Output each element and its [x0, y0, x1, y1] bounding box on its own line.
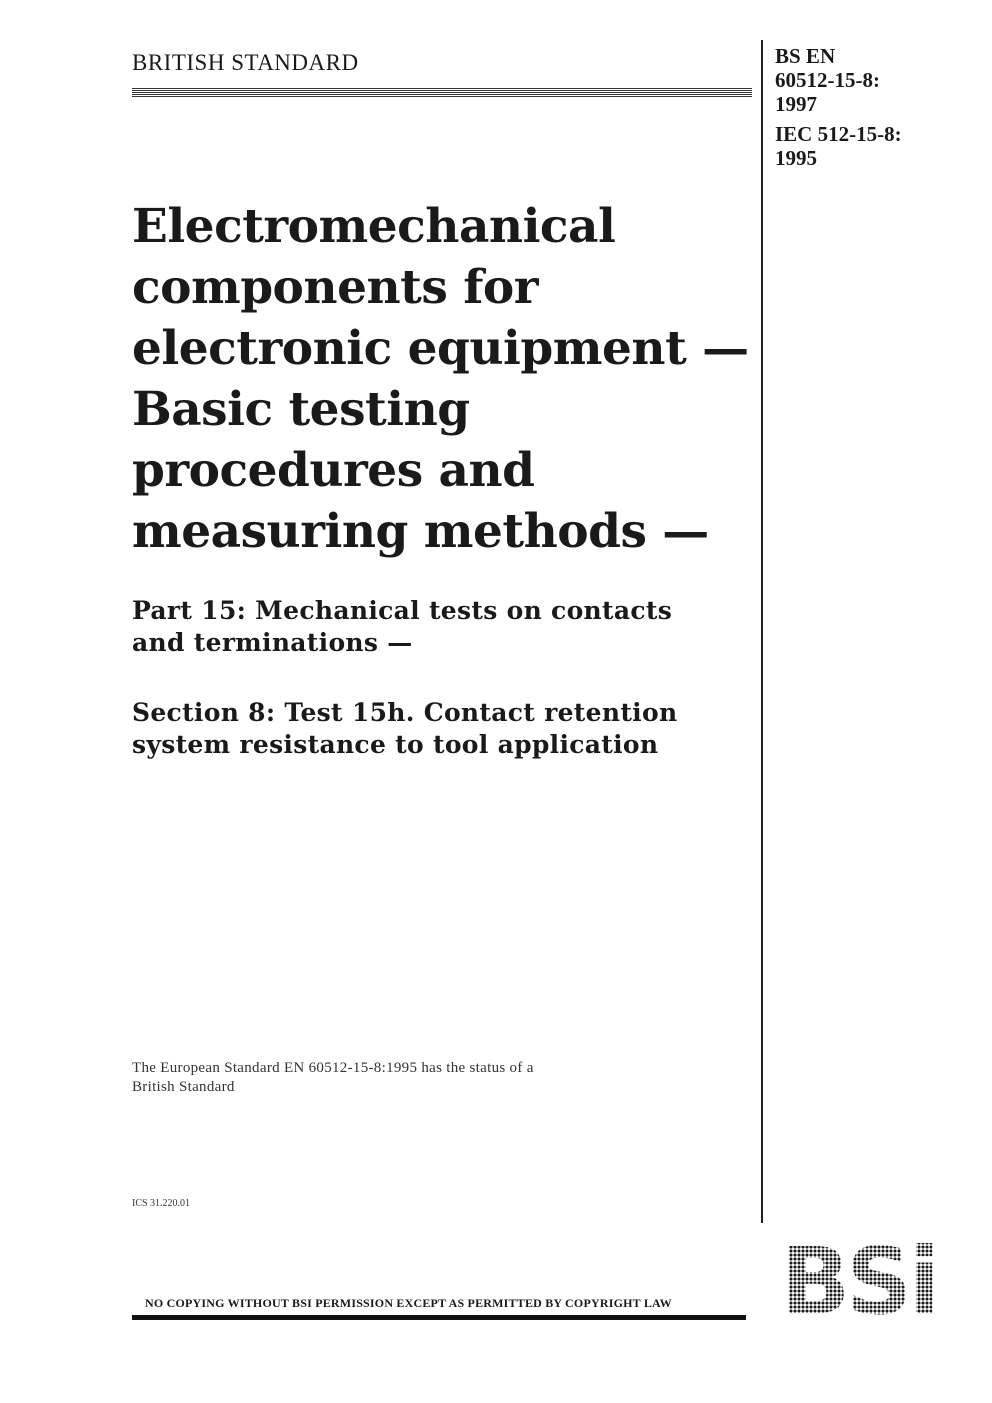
- iec-number: IEC 512-15-8: 1995: [775, 122, 902, 170]
- vertical-divider: [761, 40, 763, 1223]
- standard-type-label: BRITISH STANDARD: [132, 50, 359, 75]
- bsi-logo: [769, 1241, 947, 1317]
- title-line: Basic testing: [132, 382, 470, 437]
- document-identifiers: [775, 44, 902, 170]
- bsi-logo-text: BSi: [780, 1241, 936, 1317]
- title-line: electronic equipment —: [132, 321, 749, 376]
- header-rule: [132, 88, 752, 97]
- title-line: Electromechanical: [132, 199, 616, 254]
- part-title-line: Part 15: Mechanical tests on contacts: [132, 596, 673, 625]
- bottom-rule: [132, 1315, 746, 1320]
- document-title: [132, 196, 757, 562]
- title-line: procedures and: [132, 443, 535, 498]
- status-note-line: The European Standard EN 60512-15-8:1995 has the status of a: [132, 1060, 534, 1076]
- bs-en-number: BS EN 60512-15-8: 1997: [775, 44, 880, 116]
- title-line: measuring methods —: [132, 504, 709, 559]
- title-line: components for: [132, 260, 539, 315]
- part-title-line: and terminations —: [132, 628, 413, 657]
- section-title: [132, 697, 752, 761]
- section-title-line: Section 8: Test 15h. Contact retention: [132, 698, 678, 727]
- copyright-notice: NO COPYING WITHOUT BSI PERMISSION EXCEPT AS PERMITTED BY COPYRIGHT LAW: [145, 1296, 672, 1310]
- status-note: [132, 1059, 534, 1097]
- ics-code: ICS 31.220.01: [132, 1198, 191, 1209]
- part-title: [132, 595, 752, 659]
- section-title-line: system resistance to tool application: [132, 730, 659, 759]
- status-note-line: British Standard: [132, 1079, 235, 1095]
